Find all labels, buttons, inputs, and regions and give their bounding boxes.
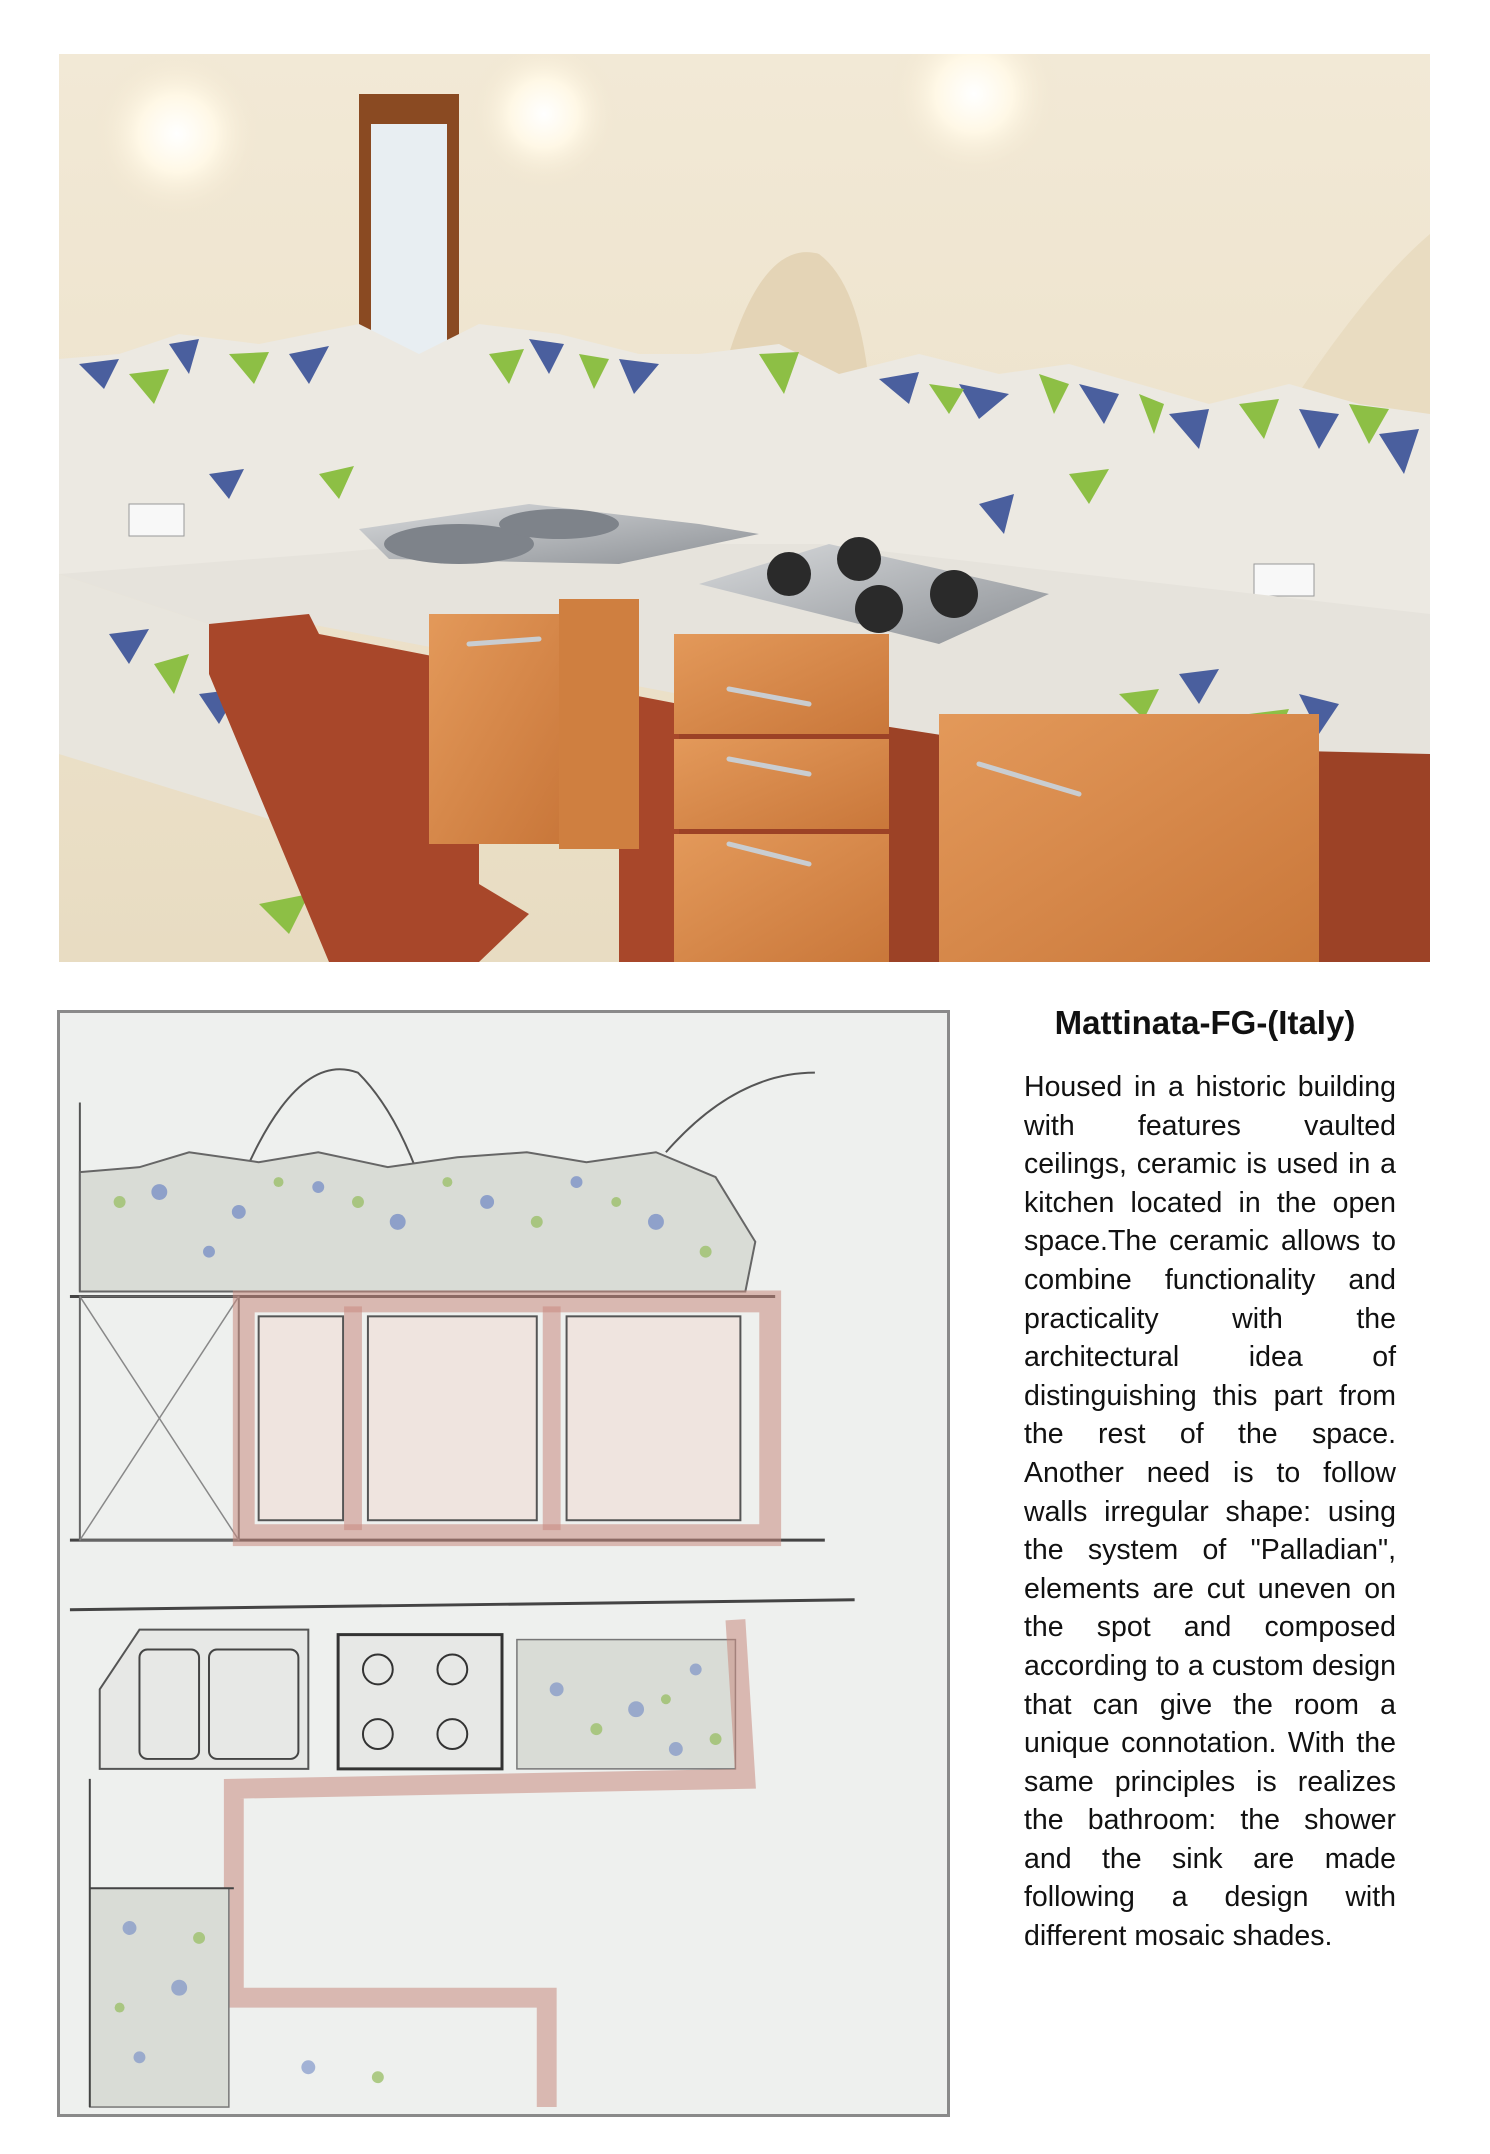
page-title: Mattinata-FG-(Italy) bbox=[1054, 1004, 1356, 1041]
kitchen-plan-sketch bbox=[57, 1010, 950, 2117]
kitchen-photo bbox=[59, 54, 1430, 962]
project-description: Housed in a historic building with features vaulted ceilings, ceramic is used in a kitchen located in the open space.The ceramic allows to combine functionality and practicality with the architectural idea of distinguishing this part from the rest of the space. Another need is to follow walls irregular shape: using the system of "Palladian", elements are cut uneven on the spot and composed according to a custom design that can give the room a unique connotation. With the same principles is realizes the bathroom: the shower and the sink are made following a design with different mosaic shades. bbox=[1024, 1071, 1396, 1953]
